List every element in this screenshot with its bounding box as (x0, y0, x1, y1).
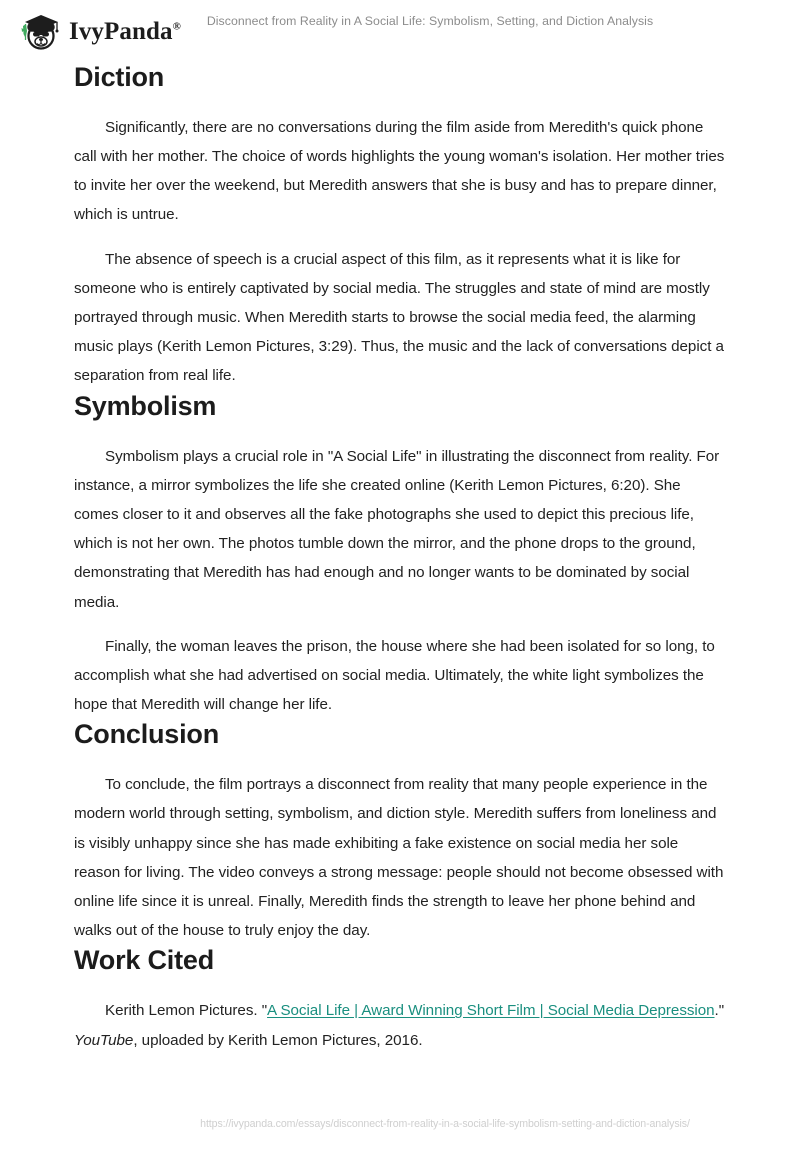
section-heading-diction: Diction (74, 62, 165, 92)
citation-suffix: , uploaded by Kerith Lemon Pictures, 2016. (133, 1031, 423, 1049)
citation-after-link: ." (714, 1002, 725, 1020)
page-footer (0, 1114, 800, 1132)
brand-name: IvyPanda® (69, 17, 181, 45)
document-body (74, 62, 726, 1055)
citation-source-link[interactable]: A Social Life | Award Winning Short Film | Social Media Depression (267, 1002, 715, 1020)
registered-trademark-icon: ® (172, 20, 181, 33)
citation-prefix: Kerith Lemon Pictures. " (105, 1002, 268, 1020)
page-header (0, 0, 800, 58)
footer-source-url: https://ivypanda.com/essays/disconnect-from-reality-in-a-social-life-symbolism-setting-and-diction-analysis/ (200, 1118, 690, 1130)
paragraph: To conclude, the film portrays a disconnect from reality that many people experience in the modern world through setting, symbolism, and diction style. Meredith suffers from loneliness and is visibly unhappy since she has made exhibiting a fake existence on social media her sole reason for living. The video conveys a strong message: people should not become obsessed with online life since it is unreal. Finally, Meredith finds the strength to leave her phone behind and walks out of the house to truly enjoy the day. (74, 776, 724, 940)
paragraph: Symbolism plays a crucial role in "A Social Life" in illustrating the disconnect from reality. For instance, a mirror symbolizes the life she created online (Kerith Lemon Pictures, 6:20). She comes closer to it and observes all the fake photographs she used to depict this precious life, which is not her own. The photos tumble down the mirror, and the phone drops to the ground, demonstrating that Meredith has had enough and no longer wants to be dominated by social media. (74, 447, 720, 611)
section-heading-symbolism: Symbolism (74, 390, 217, 421)
section-heading-conclusion: Conclusion (74, 719, 219, 750)
citation-entry (74, 996, 726, 1054)
document-running-title: Disconnect from Reality in A Social Life: Symbolism, Setting, and Diction Analysis (206, 14, 654, 28)
citation-source-name: YouTube (74, 1031, 134, 1049)
paragraph: The absence of speech is a crucial aspect of this film, as it represents what it is like for someone who is entirely captivated by social media. The struggles and state of mind are mostly portrayed through music. When Meredith starts to browse the social media feed, the alarming music plays (Kerith Lemon Pictures, 3:29). Thus, the music and the lack of conversations depict a separation from real life. (74, 250, 724, 385)
paragraph: Significantly, there are no conversations during the film aside from Meredith's quick phone call with her mother. The choice of words highlights the young woman's isolation. Her mother tries to invite her over the weekend, but Meredith answers that she is busy and has to prepare dinner, which is untrue. (74, 118, 725, 224)
paragraph: Finally, the woman leaves the prison, the house where she had been isolated for so long, to accomplish what she had advertised on social media. Ultimately, the white light symbolizes the hope that Meredith will change her life. (74, 637, 715, 714)
section-heading-work-cited: Work Cited (74, 945, 215, 976)
